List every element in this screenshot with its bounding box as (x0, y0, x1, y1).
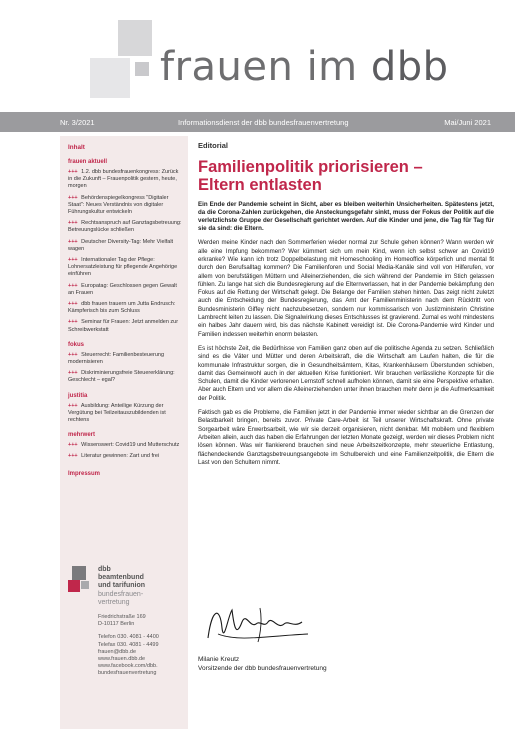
arrow-marker: +++ (68, 319, 78, 326)
issue-bar (0, 112, 515, 132)
arrow-marker: +++ (68, 442, 78, 449)
toc-item[interactable] (68, 195, 182, 217)
toc-section-title: fokus (68, 341, 85, 348)
toc-section-title: frauen aktuell (68, 159, 108, 165)
toc-section-title: justitia (68, 392, 88, 399)
arrow-marker: +++ (68, 257, 78, 264)
toc-item[interactable] (68, 257, 182, 279)
toc-item-label: Internationaler Tag der Pflege: Lohnersatzleistung für pflegende Angehörige einführen (68, 257, 178, 278)
toc-item[interactable] (68, 403, 182, 425)
article-paragraph: Es ist höchste Zeit, die Bedürfnisse von Familien ganz oben auf die politische Agenda zu setzen. Schließlich sind es die Väter und Mütter und deren Arbeitskraft, die die Wirtschaft am Laufen halten, die für die kommunale Infrastruktur sorgen, die in Gesundheitsämtern, Kitas, Krankenhäusern Überstunden schieben, damit das Gemeinwohl auch in der aktuellen Krise funktioniert. Wir brauchen verlässliche Konzepte für die Schulen, damit die Kinder verlorenen Lernstoff schnell aufholen können, damit sie eine Perspektive erhalten. Aber auch Eltern und vor allem die Alleinerziehenden unter ihnen brauchen mehr denn je die Aufmerksamkeit der Politik. (198, 344, 494, 402)
toc-item[interactable] (68, 169, 182, 191)
article-body (198, 239, 494, 467)
toc-item-label: Diskriminierungsfreie Steuererklärung: Geschlecht – egal? (68, 370, 175, 384)
editorial-article (198, 141, 494, 467)
arrow-marker: +++ (68, 370, 78, 377)
address-web-link[interactable]: www.frauen.dbb.de (98, 656, 146, 663)
arrow-marker: +++ (68, 282, 78, 289)
toc-item[interactable] (68, 239, 182, 253)
toc-item[interactable] (68, 352, 182, 366)
dbb-logo-mark (68, 566, 94, 592)
headline-line: Eltern entlasten (198, 176, 322, 194)
logo-line: beamtenbund (98, 573, 144, 581)
publication-title-dbb: dbb (370, 44, 449, 90)
logo-line: und tarifunion (98, 581, 146, 589)
publication-title-main: frauen im (160, 44, 371, 90)
article-paragraph: Werden meine Kinder nach den Sommerferien wieder normal zur Schule gehen können? Wann werden wir alle eine Impfung bekommen? Wer kümmert sich um mein Kind, wenn ich selbst schwer an Covid19 erkranke? Wie kann ich trotz Doppelbelastung mit Homeschooling im Homeoffice körperlich und mental fit durch den Berufsalltag kommen? Die Familienforen und Social Media-Kanäle sind voll von Hilferufen, vor allem von berufstätigen Müttern und Alleinerziehenden, die sich während der Pandemie im Stich gelassen fühlen. Zu lange hat sich die Bundesregierung auf die Elternverlassen, hat in der Pandemie bekämpfung den Fokus auf die Rettung der Wirtschaft gelegt. Die Belange der Familien stehen hinten. Das zeigt nicht zuletzt auch die Entscheidung der Bundesregierung, das Amt der Familienministerin nach dem Rücktritt von Bundesministerin Giffey nicht nachzubesetzen, sondern nur kommissarisch von Justizministerin Christine Lambrecht leiten zu lassen. Die Signalwirkung dieses Entschlusses ist gravierend. Zumal es wohl mindestens ein halbes Jahr dauern wird, bis das nächste Kabinett vereidigt ist. Die Corona-Pandemie wird Kinder und Familien indessen weiterhin enorm belasten. (198, 239, 494, 338)
toc-item[interactable] (68, 301, 182, 315)
logo-line: vertretung (98, 599, 130, 607)
article-kicker: Editorial (198, 141, 229, 150)
toc-item-label: Seminar für Frauen: Jetzt anmelden zur Schreibwerkstatt (68, 319, 179, 333)
toc-item-label: Literatur gewinnen: Zart und frei (81, 453, 160, 460)
dbb-logo-text (98, 566, 188, 607)
toc-item-label: Deutscher Diversity-Tag: Mehr Vielfalt wagen (68, 238, 174, 252)
issue-number: Nr. 3/2021 (60, 118, 95, 127)
article-headline (198, 158, 494, 194)
masthead-square (118, 20, 152, 56)
logo-line: dbb (98, 566, 111, 573)
toc-item[interactable] (68, 283, 182, 297)
toc-section-title: mehrwert (68, 432, 96, 439)
toc-item-label: 1.2. dbb bundesfrauenkongress: Zurück in die Zukunft – Frauenpolitik gestern, heute, morgen (68, 169, 179, 190)
address-email[interactable]: frauen@dbb.de (98, 648, 137, 655)
headline-line: Familienpolitik priorisieren – (198, 158, 423, 176)
issue-date: Mai/Juni 2021 (444, 118, 491, 127)
masthead (0, 0, 515, 112)
address-facebook-link-cont[interactable]: bundesfrauenvertretung (98, 670, 157, 677)
toc-item[interactable] (68, 370, 182, 384)
arrow-marker: +++ (68, 351, 78, 358)
address-facebook-link[interactable]: www.facebook.com/dbb. (98, 663, 158, 670)
signature-role: Vorsitzende der dbb bundesfrauenvertretung (198, 664, 327, 672)
address-street: Friedrichstraße 169 (98, 614, 146, 620)
address-phone: Telefon 030. 4081 - 4400 (98, 634, 159, 641)
arrow-marker: +++ (68, 169, 78, 175)
toc-item[interactable] (68, 319, 182, 333)
masthead-square (90, 58, 130, 98)
toc-item[interactable] (68, 442, 182, 449)
address-city: D-10117 Berlin (98, 621, 135, 628)
signature-block (198, 656, 327, 673)
signature-name: Milanie Kreutz (198, 656, 240, 663)
toc-item-label: Ausbildung: Anteilige Kürzung der Vergütung bei Teilzeitauszubildenden ist rechtens (68, 402, 166, 424)
handwritten-signature (198, 598, 338, 653)
toc-heading: Inhalt (68, 144, 85, 151)
arrow-marker: +++ (68, 402, 78, 409)
logo-line: bundesfrauen- (98, 591, 144, 599)
toc-item-label: Behördenspiegelkongress "Digitaler Staat": Neues Verständnis von digitaler Führungskultur entwickeln (68, 194, 169, 216)
article-lead: Ein Ende der Pandemie scheint in Sicht, aber es bleiben weiterhin Unsicherheiten. Spätestens jetzt, da die Corona-Zahlen zurückgehen, die Ansteckungsgefahr sinkt, muss der Fokus der Politik auf die verletzlichste Gruppe der Gesellschaft gerichtet werden. Auf die Kinder und jene, die Tag für Tag für sie da sind: die Eltern. (198, 201, 494, 233)
toc-item-label: Rechtsanspruch auf Ganztagsbetreuung: Betreuungslücke schließen (68, 220, 182, 234)
arrow-marker: +++ (68, 301, 78, 308)
arrow-marker: +++ (68, 238, 78, 245)
toc-item[interactable] (68, 220, 182, 234)
impressum-link[interactable]: Impressum (68, 470, 101, 477)
masthead-square (135, 62, 149, 76)
toc-item-label: Europatag: Geschlossen gegen Gewalt an Frauen (68, 282, 177, 296)
table-of-contents (60, 136, 188, 477)
arrow-marker: +++ (68, 453, 78, 460)
toc-item-label: dbb frauen trauern um Jutta Endrusch: Kämpferisch bis zum Schluss (68, 301, 176, 315)
article-paragraph: Faktisch gab es die Probleme, die Familien jetzt in der Pandemie immer wieder sichtbar an die Grenzen der Belastbarkeit bringen, bereits zuvor. Private Care-Arbeit ist Teil unserer Wirtschaftskraft. Ohne private Sorgearbeit wäre Erwerbsarbeit, wie wir sie derzeit organisieren, nicht denkbar. Mit mobilem und flexiblem Arbeiten allein, auch das haben die Erfahrungen der letzten Monate gezeigt, werden wir dieses Problem nicht lösen können. Was wir flankierend brauchen sind neue Arbeitszeitkonzepte, mehr steuerliche Entlastung, flächendeckende Ganztagsbetreuungsangebote im Schulbereich und eine Familienzeitpolitik, die Eltern die Last von den Schultern nimmt. (198, 409, 494, 466)
toc-item-label: Steuerrecht: Familienbesteuerung modernisieren (68, 351, 165, 366)
arrow-marker: +++ (68, 194, 78, 201)
sidebar (60, 136, 188, 729)
toc-item-label: Wissenswert: Covid19 und Mutterschutz (81, 442, 180, 449)
contact-address (98, 614, 190, 678)
address-fax: Telefax 030. 4081 - 4499 (98, 641, 159, 648)
publication-title (160, 44, 449, 90)
publisher-line: Informationsdienst der dbb bundesfrauenvertretung (178, 118, 349, 127)
toc-item[interactable] (68, 453, 182, 460)
arrow-marker: +++ (68, 220, 78, 227)
